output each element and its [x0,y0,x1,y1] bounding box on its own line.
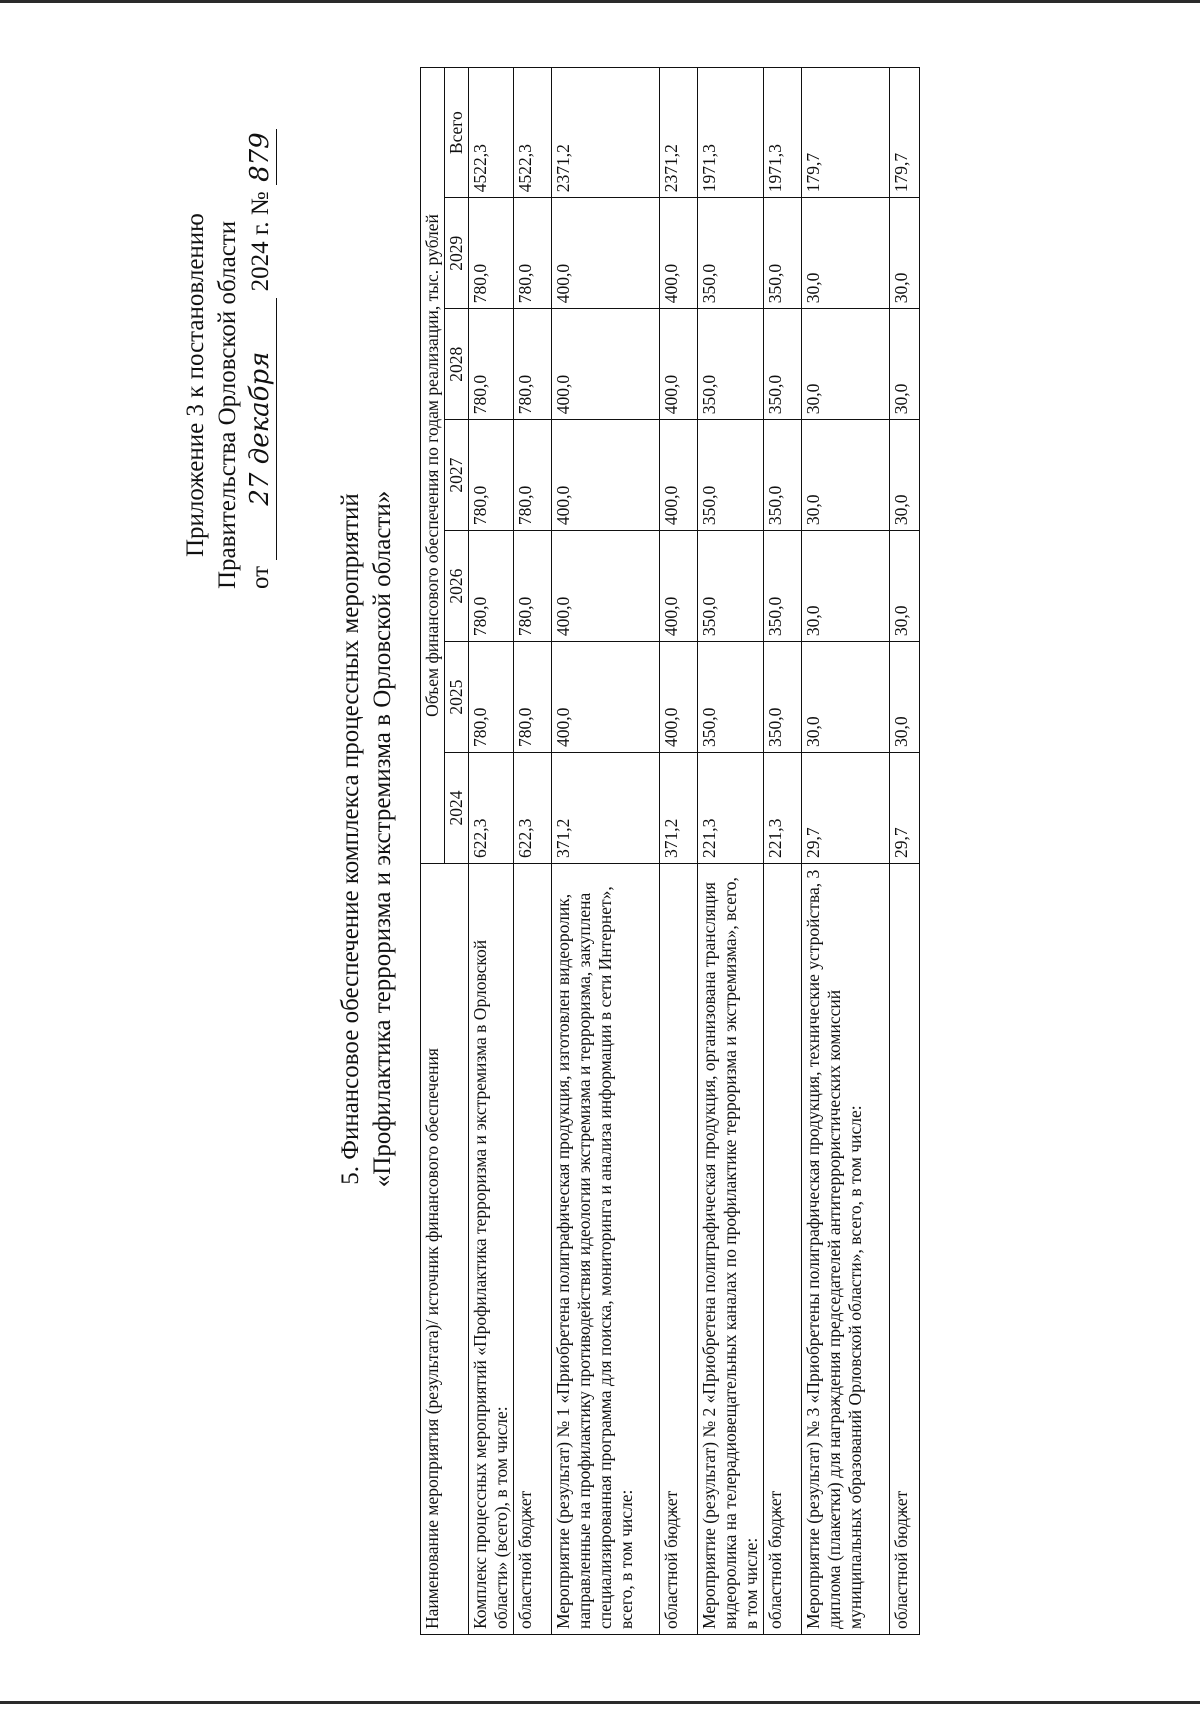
row-total-cell: 179,7 [802,68,890,198]
row-value-cell: 400,0 [660,198,698,309]
row-value-cell: 780,0 [514,198,552,309]
row-value-cell: 400,0 [660,309,698,420]
table-row [802,68,890,1635]
row-value-cell: 221,3 [698,753,764,864]
handwritten-date: 27 декабря [244,298,277,560]
handwritten-number: 879 [244,129,277,185]
table-row [552,68,660,1635]
table-row [469,68,514,1635]
row-value-cell: 780,0 [514,531,552,642]
row-value-cell: 622,3 [514,753,552,864]
row-name-cell: областной бюджет [764,864,802,1635]
row-name-cell: Комплекс процессных мероприятий «Профилактика терроризма и экстремизма в Орловской области» (всего), в том числе: [469,864,514,1635]
row-name-cell: областной бюджет [890,864,920,1635]
year-cell: 2028 [445,309,469,420]
row-value-cell: 350,0 [764,420,802,531]
row-name-cell: Мероприятие (результат) № 3 «Приобретены полиграфическая продукция, технические устройства, 3 диплома (плакетки) для награждения председателей антитеррористических комиссий муниципальных образований Орловской области», всего, в том числе: [802,864,890,1635]
row-value-cell: 30,0 [802,420,890,531]
row-value-cell: 400,0 [552,642,660,753]
row-value-cell: 780,0 [469,531,514,642]
row-value-cell: 350,0 [764,531,802,642]
row-value-cell: 780,0 [514,420,552,531]
total-header-cell: Всего [445,68,469,198]
row-value-cell: 780,0 [469,642,514,753]
row-total-cell: 1971,3 [764,68,802,198]
row-total-cell: 1971,3 [698,68,764,198]
row-value-cell: 371,2 [552,753,660,864]
row-name-cell: Мероприятие (результат) № 1 «Приобретена полиграфическая продукция, изготовлен видеоролик, направленные на профилактику противодействия идеологии экстремизма и терроризма, закуплена специализированная программа для поиска, мониторинга и анализа информации в сети Интернет», всего, в том числе: [552,864,660,1635]
row-total-cell: 4522,3 [514,68,552,198]
table-row [890,68,920,1635]
row-value-cell: 371,2 [660,753,698,864]
title-line-2: «Профилактика терроризма и экстремизма в Орловской области» [369,490,396,1188]
row-value-cell: 622,3 [469,753,514,864]
row-value-cell: 30,0 [890,531,920,642]
row-value-cell: 350,0 [698,198,764,309]
row-value-cell: 30,0 [802,198,890,309]
row-value-cell: 780,0 [514,309,552,420]
row-value-cell: 400,0 [552,420,660,531]
row-value-cell: 350,0 [764,642,802,753]
row-value-cell: 30,0 [890,198,920,309]
table-row [660,68,698,1635]
title-line-1: 5. Финансовое обеспечение комплекса процессных мероприятий [337,493,364,1185]
appendix-line-1: Приложение 3 к постановлению [182,213,209,557]
appendix-year-label: 2024 г. № [247,191,274,292]
row-value-cell: 400,0 [552,198,660,309]
row-value-cell: 780,0 [469,198,514,309]
row-value-cell: 29,7 [890,753,920,864]
row-value-cell: 780,0 [514,642,552,753]
table-row [698,68,764,1635]
row-name-cell: Мероприятие (результат) № 2 «Приобретена полиграфическая продукция, организована трансляция видеоролика на телерадиовещательных каналах по профилактике терроризма и экстремизма», всего, в том числе: [698,864,764,1635]
row-value-cell: 30,0 [802,531,890,642]
financing-table [420,67,920,1635]
row-value-cell: 30,0 [890,642,920,753]
row-value-cell: 350,0 [698,531,764,642]
year-cell: 2026 [445,531,469,642]
row-value-cell: 400,0 [552,531,660,642]
year-cell: 2025 [445,642,469,753]
row-total-cell: 4522,3 [469,68,514,198]
header-volume-cell: Объем финансового обеспечения по годам реализации, тыс. рублей [421,68,445,864]
document-title [335,389,399,1289]
row-value-cell: 350,0 [764,198,802,309]
row-total-cell: 2371,2 [552,68,660,198]
row-value-cell: 350,0 [698,420,764,531]
row-value-cell: 400,0 [660,420,698,531]
appendix-line-2: Правительства Орловской области [214,220,241,589]
row-value-cell: 30,0 [890,309,920,420]
row-value-cell: 780,0 [469,309,514,420]
year-cell: 2024 [445,753,469,864]
row-value-cell: 30,0 [890,420,920,531]
row-value-cell: 400,0 [552,309,660,420]
row-value-cell: 350,0 [698,642,764,753]
row-value-cell: 350,0 [764,309,802,420]
table-header-row [421,68,445,1635]
year-cell: 2027 [445,420,469,531]
appendix-from-label: от [247,565,274,589]
table-row [514,68,552,1635]
row-value-cell: 221,3 [764,753,802,864]
year-cell: 2029 [445,198,469,309]
row-value-cell: 30,0 [802,309,890,420]
row-value-cell: 780,0 [469,420,514,531]
row-name-cell: областной бюджет [514,864,552,1635]
row-total-cell: 2371,2 [660,68,698,198]
row-value-cell: 30,0 [802,642,890,753]
row-value-cell: 350,0 [698,309,764,420]
header-name-cell: Наименование мероприятия (результата)/ источник финансового обеспечения [421,864,469,1635]
row-value-cell: 400,0 [660,642,698,753]
appendix-line-3 [244,129,277,589]
row-value-cell: 29,7 [802,753,890,864]
table-row [764,68,802,1635]
row-value-cell: 400,0 [660,531,698,642]
row-name-cell: областной бюджет [660,864,698,1635]
row-total-cell: 179,7 [890,68,920,198]
appendix-header [180,129,277,589]
